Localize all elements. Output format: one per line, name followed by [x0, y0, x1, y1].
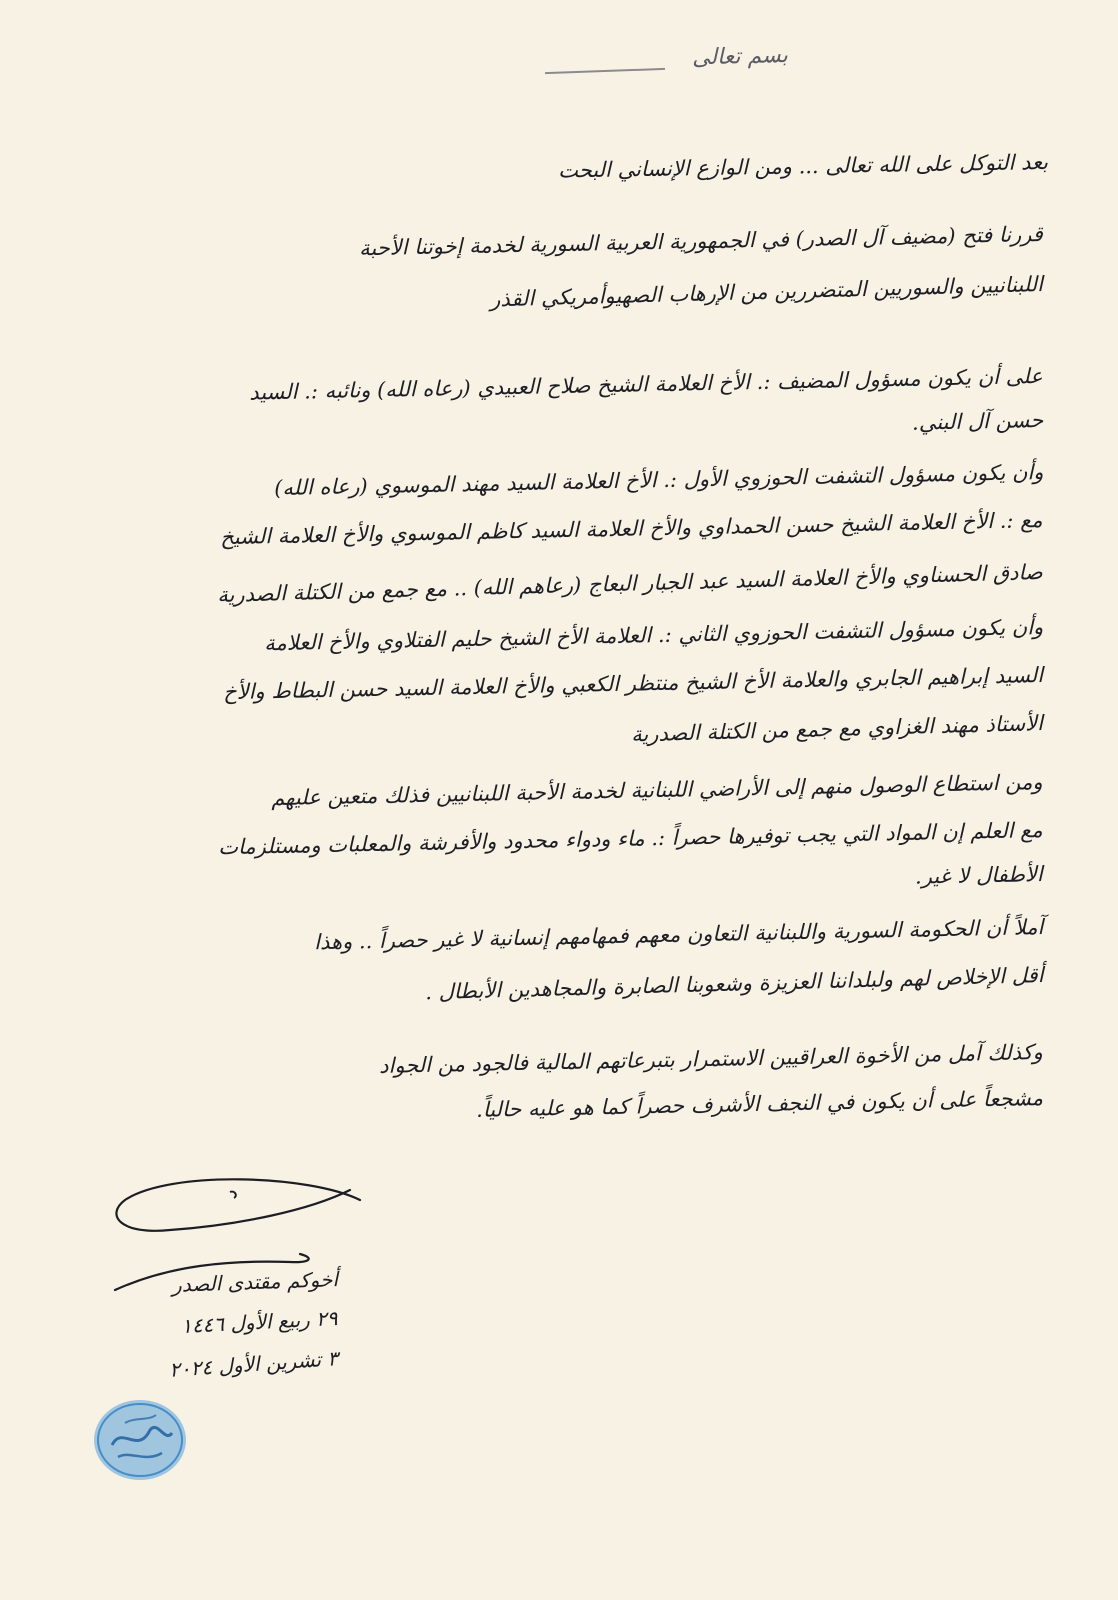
paragraph-line: اللبنانيين والسوريين المتضررين من الإرهاب الصهيوأمريكي القذر [489, 272, 1044, 312]
signer-name: أخوكم مقتدى الصدر [171, 1267, 339, 1297]
basmala-heading: بسم تعالى [691, 43, 789, 71]
gregorian-date: ٣ تشرين الأول ٢٠٢٤ [168, 1346, 339, 1382]
paragraph-line: على أن يكون مسؤول المضيف :. الأخ العلامة الشيخ صلاح العبيدي (رعاه الله) ونائبه :. السيد [249, 364, 1044, 405]
paragraph-line: مع :. الأخ العلامة الشيخ حسن الحمداوي والأخ العلامة السيد كاظم الموسوي والأخ العلامة الشيخ [220, 508, 1044, 550]
paragraph-line: صادق الحسناوي والأخ العلامة السيد عبد الجبار البعاج (رعاهم الله) .. مع جمع من الكتلة الصدرية [217, 560, 1044, 608]
opening-line: بعد التوكل على الله تعالى ... ومن الوازع الإنساني البحت [557, 150, 1049, 183]
paragraph-line: حسن آل البني. [911, 408, 1044, 435]
paragraph-line: الأطفال لا غير. [915, 862, 1044, 889]
paragraph-line: أقل الإخلاص لهم ولبلداننا العزيزة وشعوبنا الصابرة والمجاهدين الأبطال . [424, 963, 1044, 1005]
paragraph-line: مشجعاً على أن يكون في النجف الأشرف حصراً كما هو عليه حالياً. [475, 1086, 1044, 1122]
basmala-underline [545, 68, 665, 74]
paragraph-line: السيد إبراهيم الجابري والعلامة الأخ الشيخ منتظر الكعبي والأخ العلامة السيد حسن البطاط والأخ [222, 663, 1044, 705]
hijri-date: ٢٩ ربيع الأول ١٤٤٦ [180, 1305, 339, 1339]
paragraph-line: قررنا فتح (مضيف آل الصدر) في الجمهورية العربية السورية لخدمة إخوتنا الأحبة [359, 222, 1044, 261]
paragraph-line: وأن يكون مسؤول التشفت الحوزوي الثاني :. العلامة الأخ الشيخ حليم الفتلاوي والأخ العلامة [263, 615, 1044, 656]
paragraph-line: وأن يكون مسؤول التشفت الحوزوي الأول :. الأخ العلامة السيد مهند الموسوي (رعاه الله) [273, 460, 1044, 501]
paragraph-line: وكذلك آمل من الأخوة العراقيين الاستمرار بتبرعاتهم المالية فالجود من الجواد [379, 1040, 1044, 1078]
paragraph-line: الأستاذ مهند الغزاوي مع جمع من الكتلة الصدرية [630, 711, 1044, 747]
paragraph-line: ومن استطاع الوصول منهم إلى الأراضي اللبنانية لخدمة الأحبة اللبنانيين فذلك متعين عليهم [271, 770, 1044, 811]
paragraph-line: مع العلم إن المواد التي يجب توفيرها حصراً :. ماء ودواء محدود والأفرشة والمعلبات ومستلزمات [218, 818, 1044, 860]
official-stamp [90, 1395, 190, 1485]
paragraph-line: آملاً أن الحكومة السورية واللبنانية التعاون معهم فمهامهم إنسانية لا غير حصراً .. وهذا [313, 915, 1044, 955]
